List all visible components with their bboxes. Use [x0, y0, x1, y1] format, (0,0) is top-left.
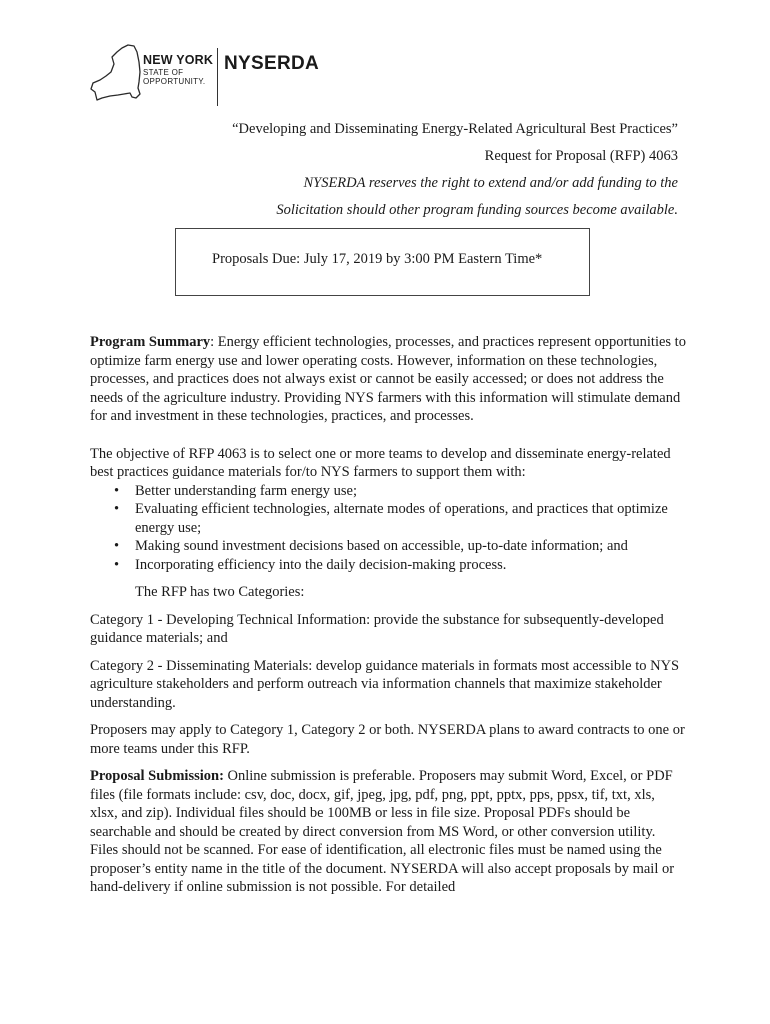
logo-agency-name: NYSERDA	[224, 53, 320, 74]
program-summary-paragraph	[90, 333, 686, 426]
logo-state-line3: OPPORTUNITY.	[143, 77, 206, 86]
logo-state-line2: STATE OF	[143, 68, 184, 77]
category-1-paragraph: Category 1 - Developing Technical Information: provide the substance for subsequently-developed guidance materials; and	[90, 611, 664, 646]
category-2-paragraph: Category 2 - Disseminating Materials: develop guidance materials in formats most accessible to NYS agriculture stakeholders and perform outreach via information channels that maximize stakeholder understanding.	[90, 657, 680, 711]
bullet-item: • Better understanding farm energy use;	[90, 482, 686, 501]
bullet-item: • Incorporating efficiency into the daily decision-making process.	[90, 556, 686, 575]
bullet-item: • Making sound investment decisions based on accessible, up-to-date information; and	[90, 537, 686, 556]
document-body	[90, 333, 686, 897]
logo-divider	[217, 48, 218, 106]
funding-note-line1: NYSERDA reserves the right to extend and/or add funding to the	[303, 175, 678, 191]
bullet-item: • Evaluating efficient technologies, alternate modes of operations, and practices that optimize energy use;	[90, 500, 686, 537]
proposals-due-text: Proposals Due: July 17, 2019 by 3:00 PM Eastern Time*	[212, 251, 543, 267]
proposal-submission-paragraph	[90, 767, 686, 897]
proposal-submission-label: Proposal Submission:	[90, 768, 224, 784]
proposal-submission-text: Online submission is preferable. Proposers may submit Word, Excel, or PDF files (file formats include: csv, doc, docx, gif, jpeg, jpg, pdf, png, ppt, pptx, pps, ppsx, tif, txt, xls, xlsx, and zip). Individual files should be 100MB or less in file size. Proposal PDFs should be searchable and should be created by direct conversion from MS Word, or other conversion utility. Files should not be scanned. For ease of identification, all electronic files must be named using the proposer’s entity name in the title of the document. NYSERDA will also accept proposals by mail or hand-delivery if online submission is not possible. For detailed	[90, 768, 675, 895]
categories-intro: The RFP has two Categories:	[135, 584, 305, 600]
document-title: “Developing and Disseminating Energy-Related Agricultural Best Practices”	[232, 121, 678, 137]
apply-paragraph: Proposers may apply to Category 1, Category 2 or both. NYSERDA plans to award contracts to one or more teams under this RFP.	[90, 722, 685, 757]
proposals-due-box	[175, 228, 590, 296]
program-summary-text: : Energy efficient technologies, processes, and practices represent opportunities to optimize farm energy use and lower operating costs. However, information on these technologies, processes, and practices does not always exist or cannot be easily accessed; or does not address the needs of the agriculture industry. Providing NYS farmers with this information will stimulate demand for and investment in these technologies, practices, and processes.	[90, 334, 686, 424]
logo	[88, 42, 338, 104]
funding-note-line2: Solicitation should other program funding sources become available.	[276, 202, 678, 218]
program-summary-label: Program Summary	[90, 334, 211, 350]
rfp-number: Request for Proposal (RFP) 4063	[484, 148, 678, 164]
logo-state-line1: NEW YORK	[143, 53, 214, 67]
new-york-state-map-icon	[88, 42, 142, 104]
objective-paragraph: The objective of RFP 4063 is to select one or more teams to develop and disseminate energy-related best practices guidance materials for/to NYS farmers to support them with:	[90, 445, 671, 480]
objective-bullet-list	[90, 482, 686, 575]
